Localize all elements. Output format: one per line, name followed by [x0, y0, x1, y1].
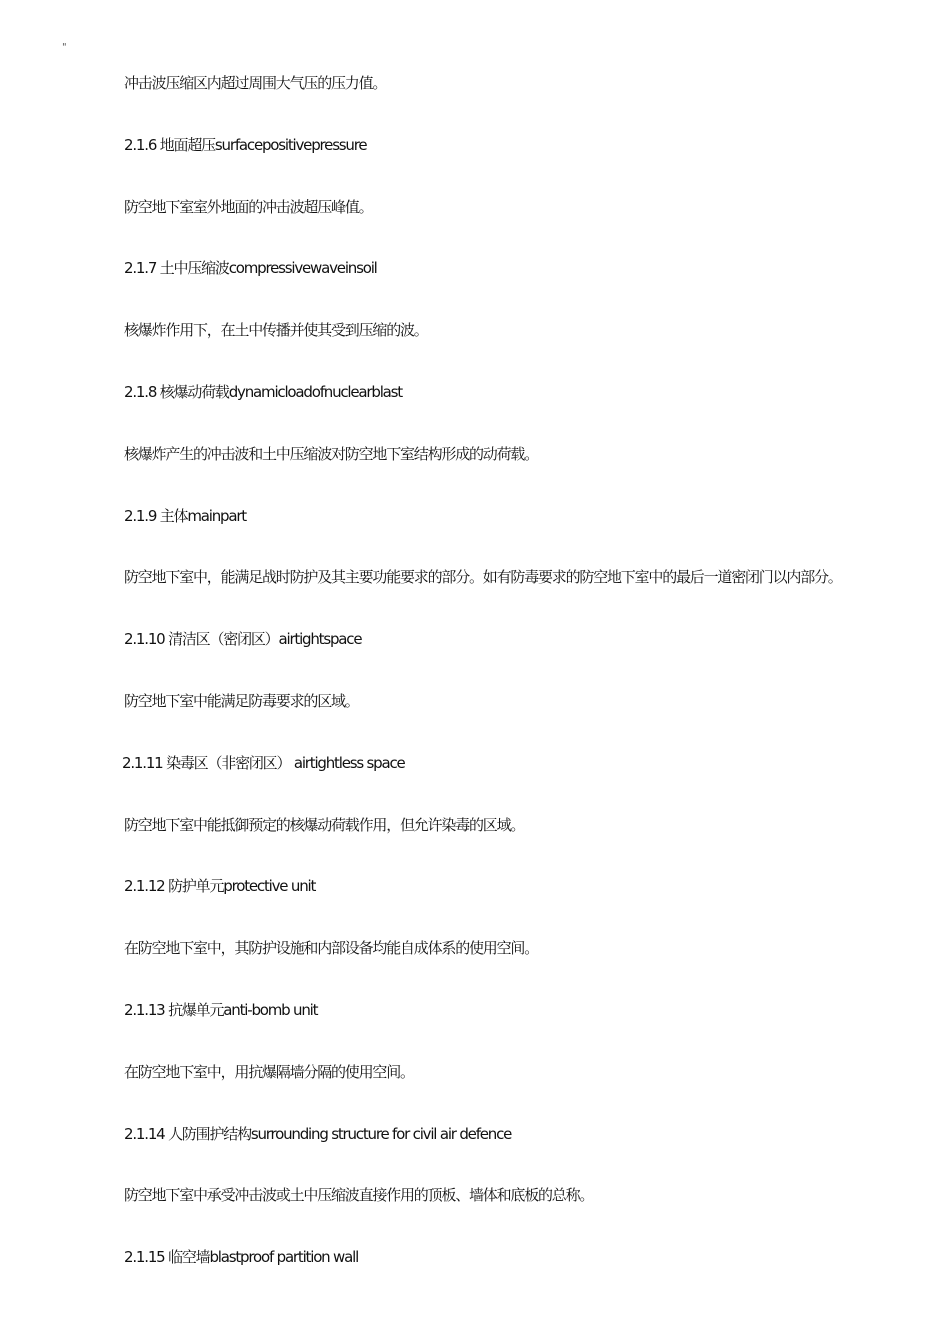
text-line: 防空地下室中，能满足战时防护及其主要功能要求的部分。如有防毒要求的防空地下室中的最后一道密闭门以内部分。: [124, 568, 842, 587]
text-line: 在防空地下室中，用抗爆隔墙分隔的使用空间。: [124, 1062, 414, 1081]
term-heading: 2.1.11 染毒区（非密闭区） airtightless space: [122, 753, 405, 772]
term-heading: 2.1.13 抗爆单元anti-bomb unit: [124, 1000, 318, 1019]
page-mark: ": [62, 42, 68, 53]
text-line: 冲击波压缩区内超过周围大气压的压力值。: [124, 74, 387, 92]
text-line: 防空地下室中能抵御预定的核爆动荷载作用，但允许染毒的区域。: [124, 815, 525, 834]
term-heading: 2.1.9 主体mainpart: [124, 506, 246, 525]
text-line: 核爆炸产生的冲击波和土中压缩波对防空地下室结构形成的动荷载。: [124, 444, 539, 463]
term-heading: 2.1.14 人防围护结构surrounding structure for civil air defence: [124, 1124, 512, 1143]
term-heading: 2.1.7 土中压缩波compressivewaveinsoil: [124, 259, 377, 278]
text-line: 防空地下室中承受冲击波或土中压缩波直接作用的顶板、墙体和底板的总称。: [124, 1186, 594, 1205]
text-line: 核爆炸作用下，在土中传播并使其受到压缩的波。: [124, 321, 428, 340]
term-heading: 2.1.12 防护单元protective unit: [124, 877, 316, 896]
text-line: 防空地下室中能满足防毒要求的区域。: [124, 691, 359, 710]
term-heading: 2.1.6 地面超压surfacepositivepressure: [124, 135, 367, 154]
text-line: 防空地下室室外地面的冲击波超压峰值。: [124, 197, 373, 216]
text-line: 在防空地下室中，其防护设施和内部设备均能自成体系的使用空间。: [124, 939, 539, 958]
document-body: [124, 70, 924, 1306]
term-heading: 2.1.8 核爆动荷载dynamicloadofnuclearblast: [124, 382, 402, 401]
term-heading: 2.1.15 临空墙blastproof partition wall: [124, 1248, 359, 1267]
term-heading: 2.1.10 清洁区（密闭区）airtightspace: [124, 630, 362, 649]
